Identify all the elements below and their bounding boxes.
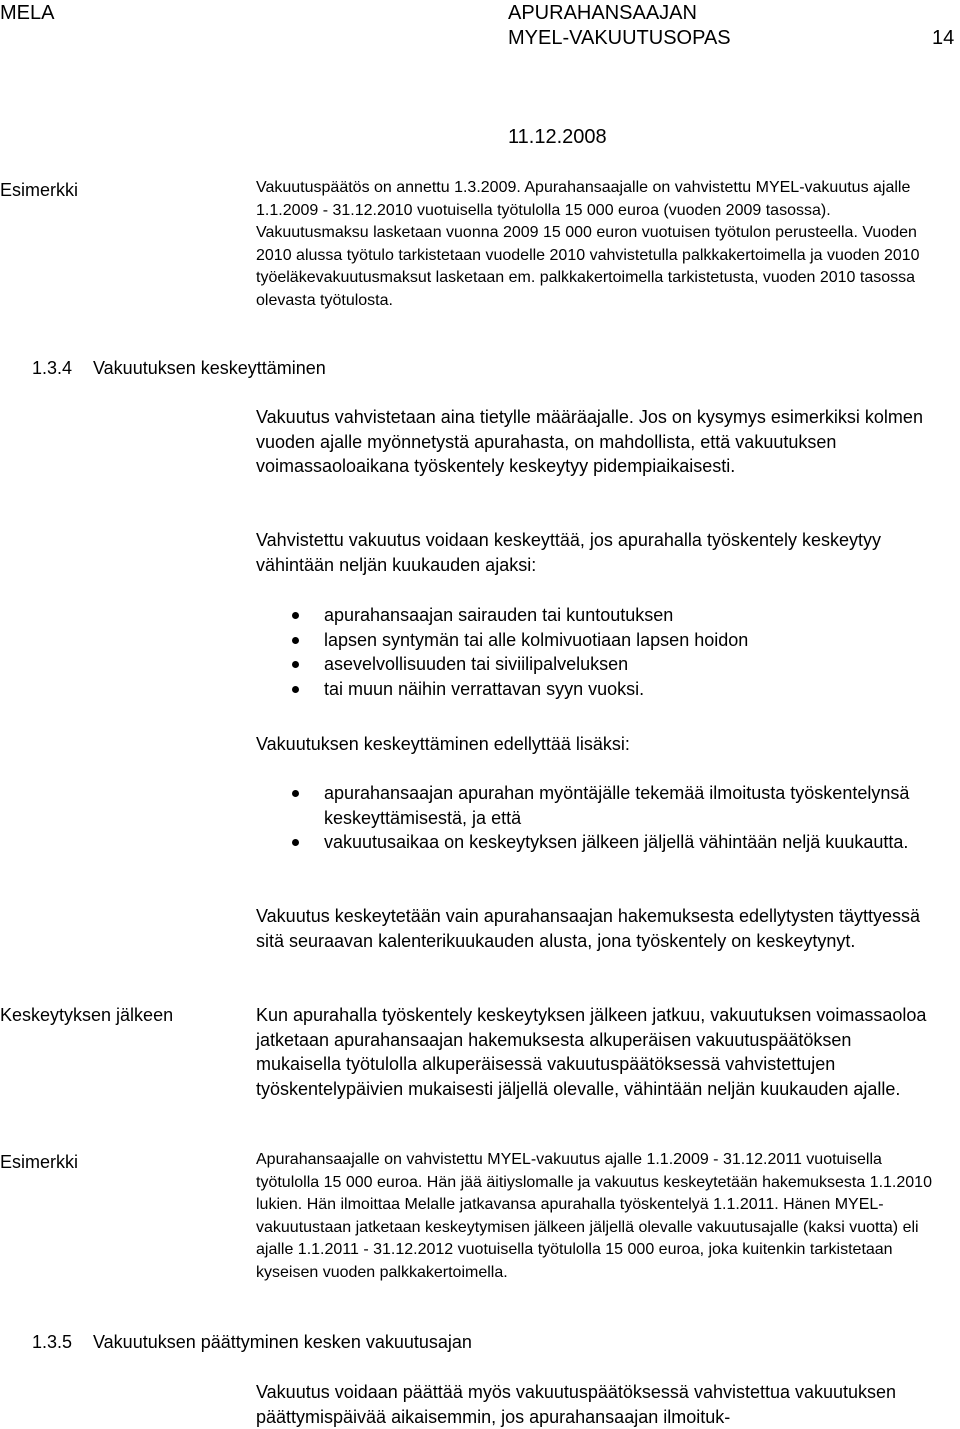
list-item-text: tai muun näihin verrattavan syyn vuoksi. (324, 678, 645, 699)
list-item-text: apurahansaajan apurahan myöntäjälle tekemää ilmoitusta työskentelynsä keskeyttämisestä, ja että (324, 783, 910, 828)
list-item (256, 628, 936, 653)
paragraph: Vakuutus vahvistetaan aina tietylle määräajalle. Jos on kysymys esimerkiksi kolmen vuoden ajalle myönnetystä apurahasta, on mahdollista, että vakuutuksen voimassaoloaikana työskentely keskeytyy pidempiaikaisesti. (256, 407, 923, 476)
bullet-icon (292, 686, 299, 693)
header-date: 11.12.2008 (508, 126, 607, 148)
example-text: Vakuutuspäätös on annettu 1.3.2009. Apurahansaajalle on vahvistettu MYEL-vakuutus ajalle 1.1.2009 - 31.12.2010 vuotuisella työtulolla 15 000 euroa (vuoden 2009 tasossa). Vakuutusmaksu lasketaan vuonna 2009 15 000 euron vuotuisen työtulon perusteella. Vuoden 2010 alussa työtulo tarkistetaan vuodelle 2010 vahvistetulla palkkakertoimella ja vuoden 2010 työeläkevakuutusmaksut lasketaan em. palkkakertoimella tarkistetusta, vuoden 2010 tasossa olevasta työtulosta. (256, 179, 920, 309)
paragraph: Vahvistettu vakuutus voidaan keskeyttää, jos apurahalla työskentely keskeytyy vähintään neljän kuukauden ajaksi: (256, 530, 882, 575)
list-item (256, 652, 936, 677)
bullet-icon (292, 612, 299, 619)
list-item-text: asevelvollisuuden tai siviilipalveluksen (324, 654, 629, 674)
list-item (256, 677, 936, 702)
section-heading: Vakuutuksen päättyminen kesken vakuutusajan (93, 1332, 472, 1352)
bullet-list (256, 603, 936, 701)
header-title-line2: MYEL-VAKUUTUSOPAS (508, 27, 731, 49)
bullet-icon (292, 790, 299, 797)
page-number: 14 (932, 27, 955, 49)
side-label: Keskeytyksen jälkeen (0, 1005, 174, 1025)
list-item (256, 830, 918, 855)
paragraph: Kun apurahalla työskentely keskeytyksen jälkeen jatkuu, vakuutuksen voimassaoloa jatketaan apurahansaajan hakemuksesta alkuperäisen vakuutuspäätöksen mukaisella työtulolla alkuperäisessä vakuutuspäätöksessä vahvistettujen työskentelypäivien mukaisesti jäljellä olevalle, vähintään neljän kuukauden ajalle. (256, 1005, 927, 1099)
list-item-text: apurahansaajan sairauden tai kuntoutuksen (324, 605, 674, 625)
bullet-icon (292, 637, 299, 644)
bullet-list (256, 781, 918, 855)
list-item-text: lapsen syntymän tai alle kolmivuotiaan lapsen hoidon (324, 629, 749, 650)
paragraph: Vakuutuksen keskeyttäminen edellyttää lisäksi: (256, 734, 630, 754)
example-label: Esimerkki (0, 1152, 79, 1172)
example-text: Apurahansaajalle on vahvistettu MYEL-vakuutus ajalle 1.1.2009 - 31.12.2011 vuotuisella työtulolla 15 000 euroa. Hän jää äitiyslomalle ja vakuutus keskeytetään hakemuksesta 1.1.2010 lukien. Hän ilmoittaa Melalle jatkavansa apurahalla työskentelyä 1.1.2011. Hänen MYEL-vakuutustaan jatketaan keskeytymisen jälkeen jäljellä olevalle vakuutusajalle (kaksi vuotta) eli ajalle 1.1.2011 - 31.12.2012 vuotuisella työtulolla 15 000 euroa, joka kuitenkin tarkistetaan kyseisen vuoden palkkakertoimella. (256, 1151, 932, 1281)
list-item (256, 603, 936, 628)
section-number: 1.3.5 (32, 1332, 73, 1352)
bullet-icon (292, 839, 299, 846)
header-org: MELA (0, 2, 55, 24)
bullet-icon (292, 661, 299, 668)
section-heading: Vakuutuksen keskeyttäminen (93, 358, 326, 378)
list-item-text: vakuutusaikaa on keskeytyksen jälkeen jäljellä vähintään neljä kuukautta. (324, 832, 909, 852)
paragraph: Vakuutus keskeytetään vain apurahansaajan hakemuksesta edellytysten täyttyessä sitä seuraavan kalenterikuukauden alusta, jona työskentely on keskeytynyt. (256, 906, 921, 951)
header-title-line1: APURAHANSAAJAN (508, 2, 697, 24)
example-label: Esimerkki (0, 180, 79, 200)
paragraph: Vakuutus voidaan päättää myös vakuutuspäätöksessä vahvistettua vakuutuksen päättymispäivää aikaisemmin, jos apurahansaajan ilmoituk- (256, 1382, 897, 1427)
section-number: 1.3.4 (32, 358, 73, 378)
list-item (256, 781, 918, 830)
